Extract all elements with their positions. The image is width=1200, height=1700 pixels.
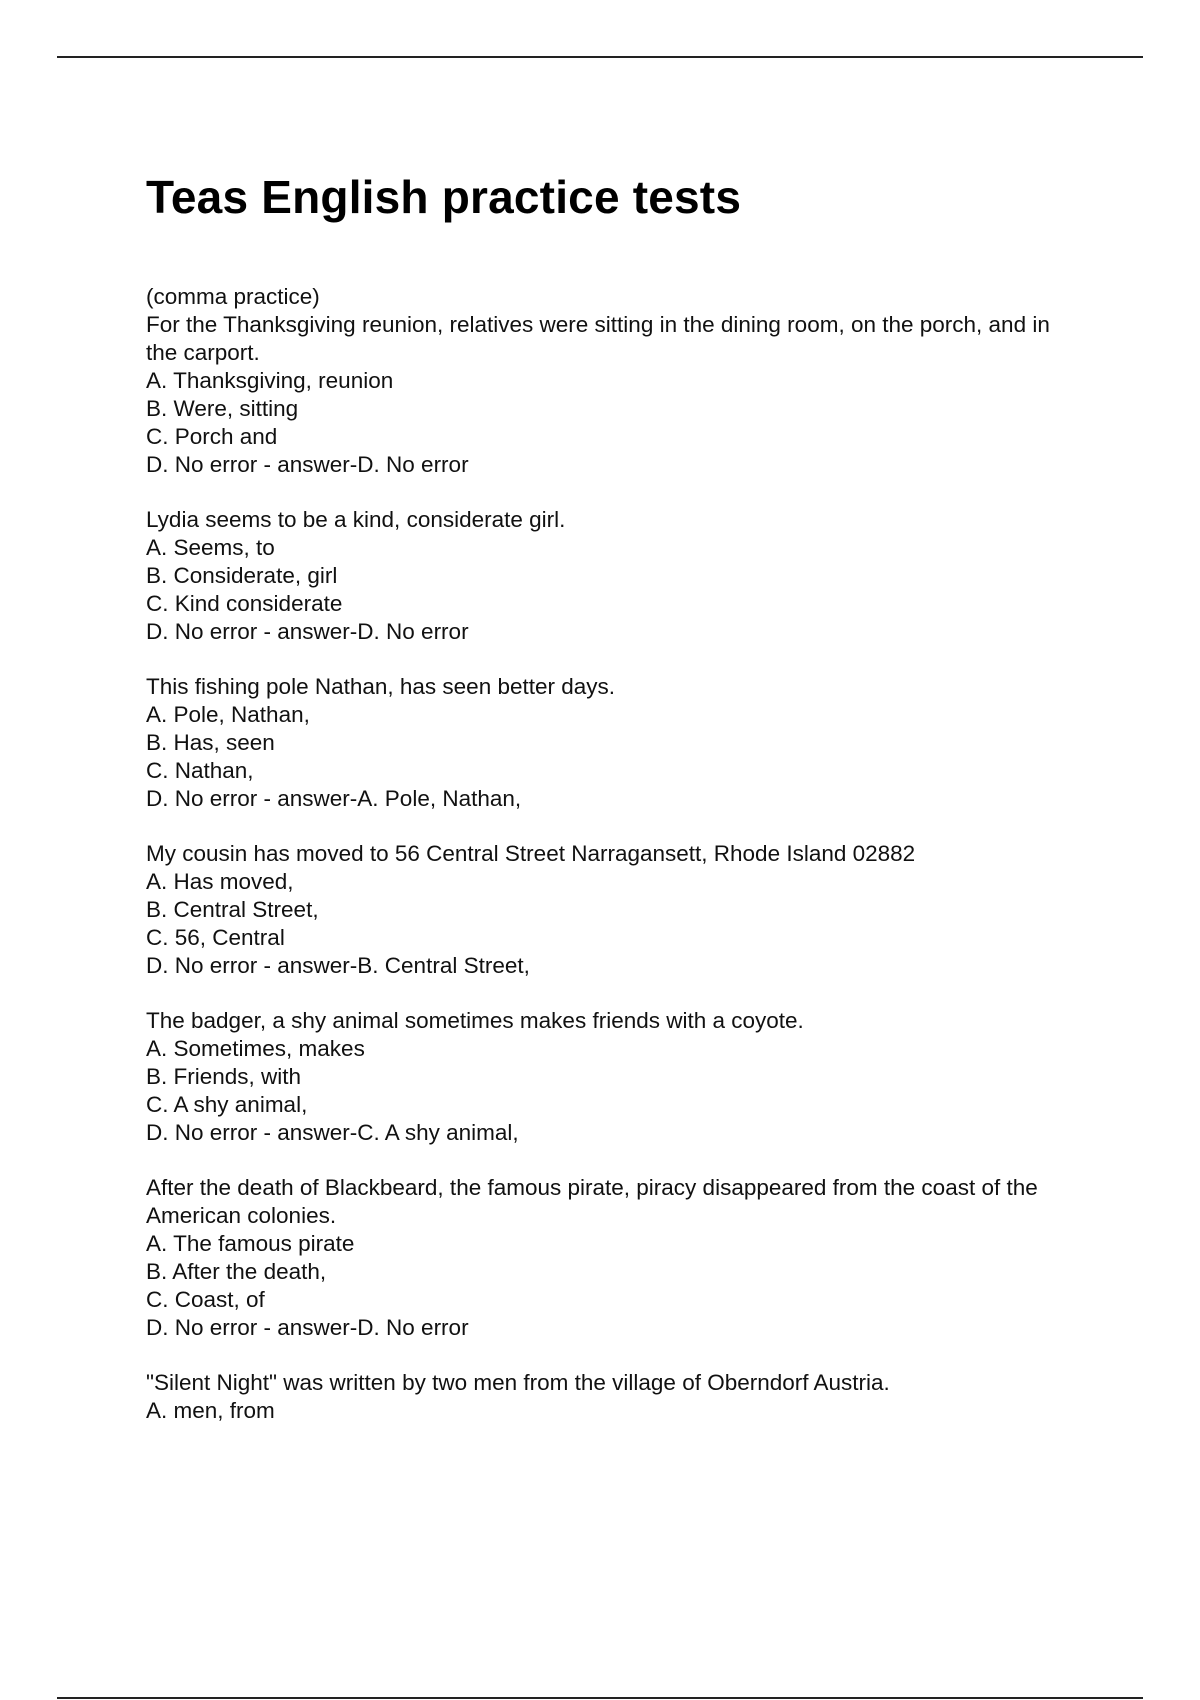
answer-option: C. Coast, of [146, 1287, 265, 1312]
question-prompt: Lydia seems to be a kind, considerate girl. [146, 507, 566, 532]
question-prompt: For the Thanksgiving reunion, relatives were sitting in the dining room, on the porch, and in the carport. [146, 312, 1050, 365]
answer-option: D. No error - answer-D. No error [146, 452, 469, 477]
header-rule [57, 56, 1143, 58]
answer-option: A. Has moved, [146, 869, 294, 894]
answer-option: C. Porch and [146, 424, 278, 449]
answer-option: B. Considerate, girl [146, 563, 338, 588]
question-prompt: After the death of Blackbeard, the famous pirate, piracy disappeared from the coast of the American colonies. [146, 1175, 1038, 1228]
page-title: Teas English practice tests [146, 171, 742, 223]
answer-option: A. Pole, Nathan, [146, 702, 310, 727]
answer-option: B. After the death, [146, 1259, 327, 1284]
answer-option: A. Sometimes, makes [146, 1036, 365, 1061]
document-body [146, 283, 1086, 1452]
question-3 [146, 673, 1086, 813]
answer-option: B. Central Street, [146, 897, 319, 922]
question-1 [146, 311, 1086, 479]
question-prompt: "Silent Night" was written by two men from the village of Oberndorf Austria. [146, 1370, 890, 1395]
question-2 [146, 506, 1086, 646]
question-prompt: My cousin has moved to 56 Central Street Narragansett, Rhode Island 02882 [146, 841, 916, 866]
answer-option: B. Friends, with [146, 1064, 302, 1089]
answer-option: A. Seems, to [146, 535, 275, 560]
answer-option: A. men, from [146, 1398, 275, 1423]
question-7 [146, 1369, 1086, 1425]
answer-option: B. Has, seen [146, 730, 275, 755]
section-label: (comma practice) [146, 284, 320, 309]
question-prompt: The badger, a shy animal sometimes makes friends with a coyote. [146, 1008, 804, 1033]
answer-option: A. Thanksgiving, reunion [146, 368, 394, 393]
answer-option: D. No error - answer-B. Central Street, [146, 953, 530, 978]
answer-option: D. No error - answer-D. No error [146, 1315, 469, 1340]
answer-option: D. No error - answer-C. A shy animal, [146, 1120, 519, 1145]
question-6 [146, 1174, 1086, 1342]
question-prompt: This fishing pole Nathan, has seen better days. [146, 674, 616, 699]
answer-option: D. No error - answer-D. No error [146, 619, 469, 644]
answer-option: A. The famous pirate [146, 1231, 355, 1256]
answer-option: C. A shy animal, [146, 1092, 308, 1117]
footer-rule [57, 1697, 1143, 1699]
answer-option: C. 56, Central [146, 925, 285, 950]
answer-option: C. Kind considerate [146, 591, 343, 616]
question-4 [146, 840, 1086, 980]
question-5 [146, 1007, 1086, 1147]
answer-option: B. Were, sitting [146, 396, 299, 421]
answer-option: C. Nathan, [146, 758, 254, 783]
answer-option: D. No error - answer-A. Pole, Nathan, [146, 786, 522, 811]
